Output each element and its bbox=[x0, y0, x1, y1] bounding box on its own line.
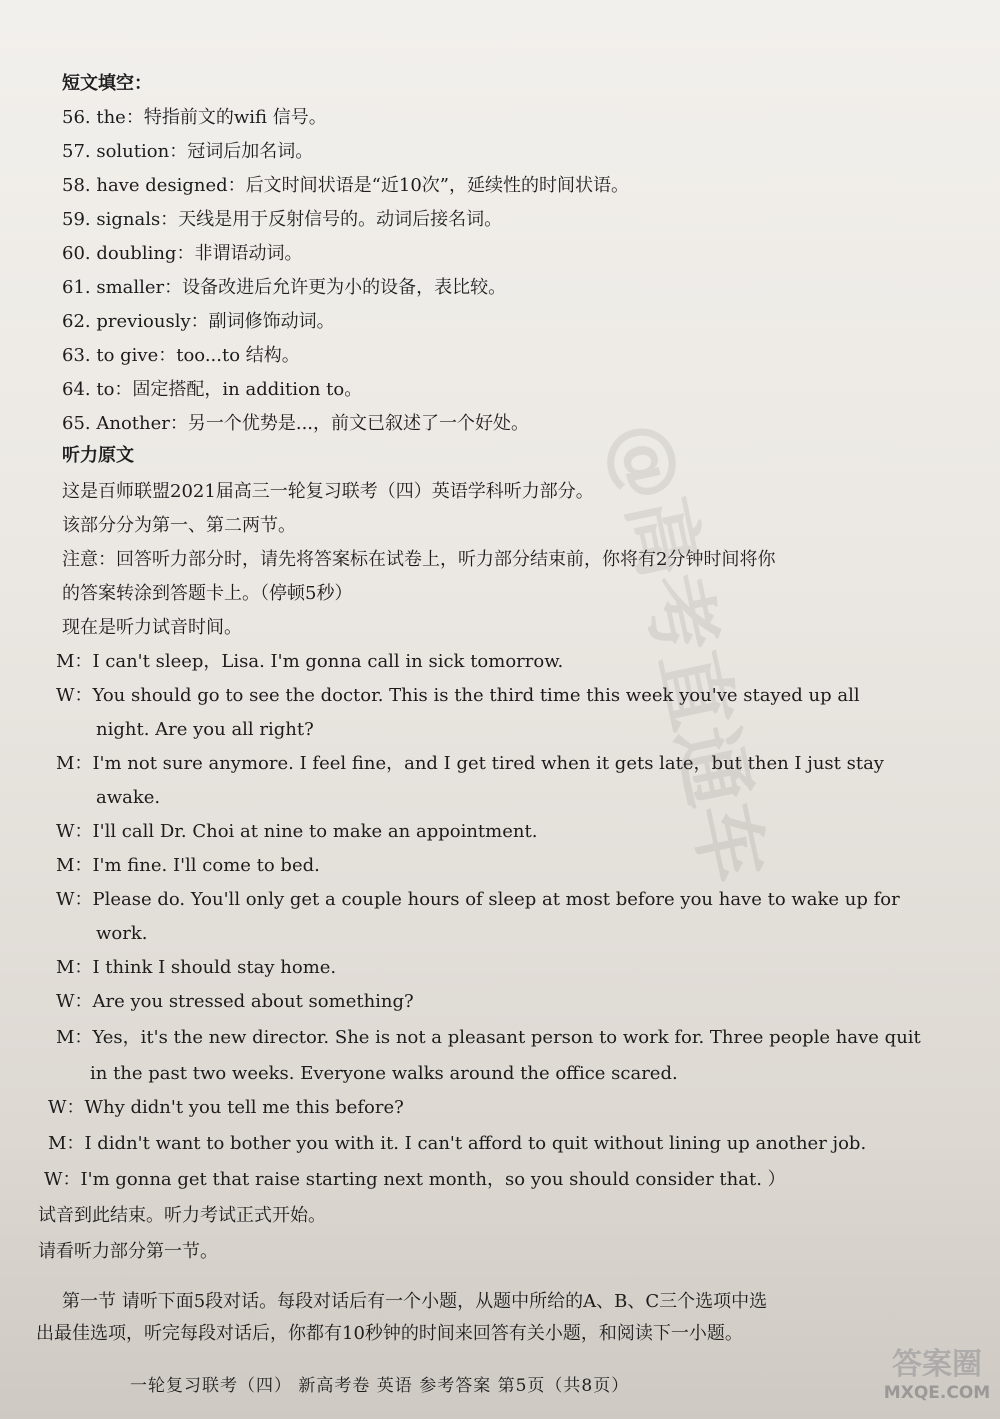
speaker-label: M： bbox=[56, 1027, 93, 1048]
dialogue-text: You should go to see the doctor. This is the third time this week you've stayed up all bbox=[92, 685, 860, 706]
logo-title: 答案圈 bbox=[892, 1347, 982, 1382]
dialogue-line bbox=[56, 1026, 921, 1050]
answer-58: 58. have designed：后文时间状语是“近10次”，延续性的时间状语。 bbox=[62, 175, 629, 196]
dialogue-continuation: night. Are you all right? bbox=[96, 719, 314, 740]
answer-62: 62. previously：副词修饰动词。 bbox=[62, 311, 335, 332]
dialogue-text: Please do. You'll only get a couple hours of sleep at most before you have to wake up for bbox=[92, 889, 900, 910]
speaker-label: W： bbox=[56, 821, 93, 842]
page-footer: 一轮复习联考（四） 新高考卷 英语 参考答案 第5页（共8页） bbox=[130, 1376, 630, 1396]
answer-65: 65. Another：另一个优势是...，前文已叙述了一个好处。 bbox=[62, 413, 530, 434]
dialogue-text: I'll call Dr. Choi at nine to make an appointment. bbox=[92, 821, 538, 842]
answer-56: 56. the：特指前文的wifi 信号。 bbox=[62, 107, 327, 128]
dialogue-continuation: in the past two weeks. Everyone walks around the office scared. bbox=[90, 1063, 678, 1084]
dialogue-line bbox=[56, 820, 537, 844]
listening-after-2: 请看听力部分第一节。 bbox=[38, 1241, 218, 1262]
speaker-label: M： bbox=[48, 1133, 85, 1154]
speaker-label: M： bbox=[56, 855, 93, 876]
dialogue-text: I'm not sure anymore. I feel fine，and I get tired when it gets late，but then I just stay bbox=[92, 753, 884, 774]
listening-intro-2: 该部分分为第一、第二两节。 bbox=[62, 515, 296, 536]
dialogue-line bbox=[56, 650, 563, 674]
dialogue-continuation: work. bbox=[96, 923, 148, 944]
dialogue-line bbox=[56, 956, 336, 980]
listening-after-1: 试音到此结束。听力考试正式开始。 bbox=[38, 1205, 326, 1226]
dialogue-text: I can't sleep，Lisa. I'm gonna call in sick tomorrow. bbox=[92, 651, 564, 672]
speaker-label: W： bbox=[48, 1097, 85, 1118]
speaker-label: W： bbox=[56, 889, 93, 910]
answer-64: 64. to：固定搭配，in addition to。 bbox=[62, 379, 363, 400]
dialogue-line bbox=[48, 1096, 404, 1120]
listening-intro-4: 的答案转涂到答题卡上。（停顿5秒） bbox=[62, 583, 353, 604]
section1-instruction-2: 出最佳选项，听完每段对话后，你都有10秒钟的时间来回答有关小题，和阅读下一小题。 bbox=[36, 1323, 743, 1344]
answer-57: 57. solution：冠词后加名词。 bbox=[62, 141, 314, 162]
listening-heading: 听力原文 bbox=[62, 445, 134, 466]
dialogue-text: I'm fine. I'll come to bed. bbox=[92, 855, 320, 876]
dialogue-text: I didn't want to bother you with it. I can't afford to quit without lining up another job. bbox=[84, 1133, 867, 1154]
speaker-label: W： bbox=[44, 1169, 81, 1190]
dialogue-line bbox=[44, 1168, 786, 1192]
listening-intro-1: 这是百师联盟2021届高三一轮复习联考（四）英语学科听力部分。 bbox=[62, 481, 594, 502]
fill-blank-heading: 短文填空： bbox=[62, 73, 152, 94]
dialogue-text: Yes，it's the new director. She is not a pleasant person to work for. Three people have quit bbox=[92, 1027, 921, 1048]
dialogue-text: Why didn't you tell me this before? bbox=[84, 1097, 404, 1118]
answer-63: 63. to give：too...to 结构。 bbox=[62, 345, 300, 366]
dialogue-line bbox=[56, 888, 900, 912]
speaker-label: W： bbox=[56, 685, 93, 706]
dialogue-line bbox=[56, 854, 320, 878]
watermark-text: @高考直通车 bbox=[594, 413, 780, 891]
speaker-label: M： bbox=[56, 753, 93, 774]
dialogue-text: I think I should stay home. bbox=[92, 957, 337, 978]
answer-61: 61. smaller：设备改进后允许更为小的设备，表比较。 bbox=[62, 277, 507, 298]
dialogue-line bbox=[56, 990, 414, 1014]
answer-59: 59. signals：天线是用于反射信号的。动词后接名词。 bbox=[62, 209, 503, 230]
dialogue-text: I'm gonna get that raise starting next month，so you should consider that. ） bbox=[80, 1169, 786, 1190]
listening-intro-3: 注意：回答听力部分时，请先将答案标在试卷上，听力部分结束前，你将有2分钟时间将你 bbox=[62, 549, 776, 570]
dialogue-continuation: awake. bbox=[96, 787, 161, 808]
speaker-label: M： bbox=[56, 957, 93, 978]
site-logo bbox=[882, 1347, 992, 1413]
section1-instruction-1: 第一节 请听下面5段对话。每段对话后有一个小题，从题中所给的A、B、C三个选项中选 bbox=[62, 1291, 768, 1312]
logo-url: MXQE.COM bbox=[883, 1383, 991, 1403]
dialogue-line bbox=[48, 1132, 866, 1156]
speaker-label: M： bbox=[56, 651, 93, 672]
answer-60: 60. doubling：非谓语动词。 bbox=[62, 243, 303, 264]
speaker-label: W： bbox=[56, 991, 93, 1012]
dialogue-text: Are you stressed about something? bbox=[92, 991, 414, 1012]
listening-intro-5: 现在是听力试音时间。 bbox=[62, 617, 242, 638]
